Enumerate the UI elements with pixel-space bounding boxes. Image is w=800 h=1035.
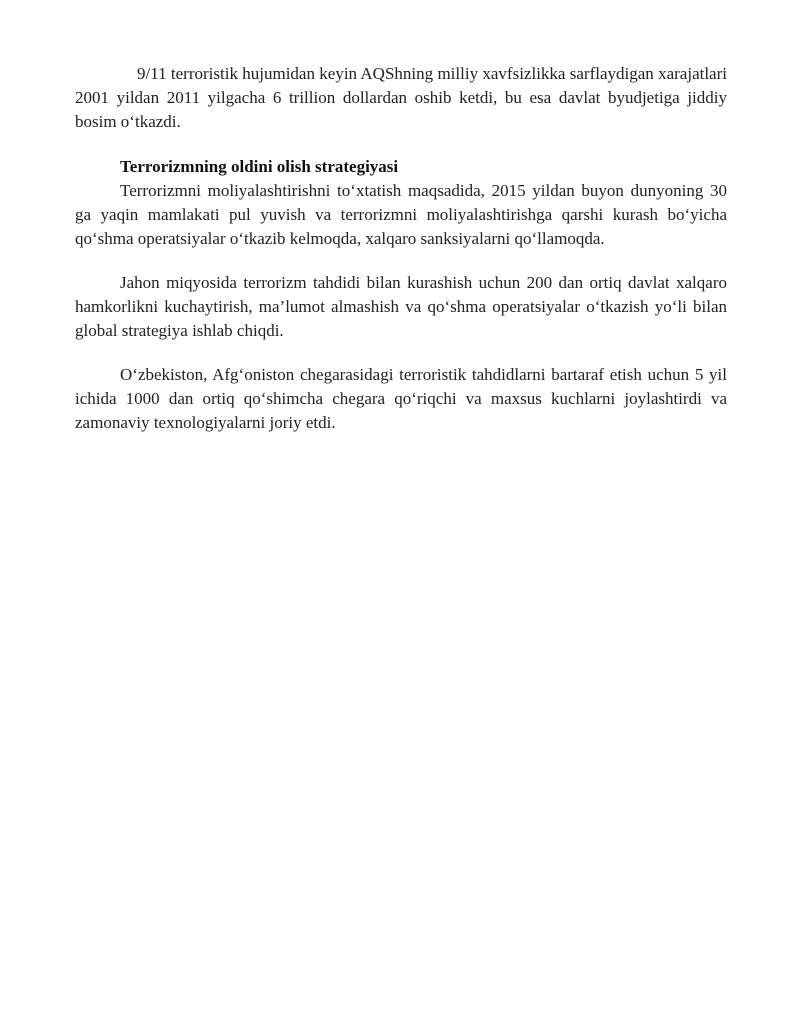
document-body <box>75 62 727 435</box>
paragraph-security-spending: 9/11 terroristik hujumidan keyin AQShning milliy xavfsizlikka sarflaydigan xarajatlari 2001 yildan 2011 yilgacha 6 trillion dollardan oshib ketdi, bu esa davlat byudjetiga jiddiy bosim o‘tkazdi. <box>75 64 727 131</box>
paragraph-global-strategy: Jahon miqyosida terrorizm tahdidi bilan kurashish uchun 200 dan ortiq davlat xalqaro hamkorlikni kuchaytirish, ma’lumot almashish va qo‘shma operatsiyalar o‘tkazish yo‘li bilan global strategiya ishlab chiqdi. <box>75 273 727 340</box>
section-heading: Terrorizmning oldini olish strategiyasi <box>120 157 399 176</box>
paragraph-uzbekistan: O‘zbekiston, Afg‘oniston chegarasidagi terroristik tahdidlarni bartaraf etish uchun 5 yil ichida 1000 dan ortiq qo‘shimcha chegara qo‘riqchi va maxsus kuchlarni joylashtirdi va zamonaviy texnologiyalarni joriy etdi. <box>75 365 727 432</box>
paragraph-financing: Terrorizmni moliyalashtirishni to‘xtatish maqsadida, 2015 yildan buyon dunyoning 30 ga yaqin mamlakati pul yuvish va terrorizmni moliyalashtirishga qarshi kurash bo‘yicha qo‘shma operatsiyalar o‘tkazib kelmoqda, xalqaro sanksiyalarni qo‘llamoqda. <box>75 181 727 248</box>
